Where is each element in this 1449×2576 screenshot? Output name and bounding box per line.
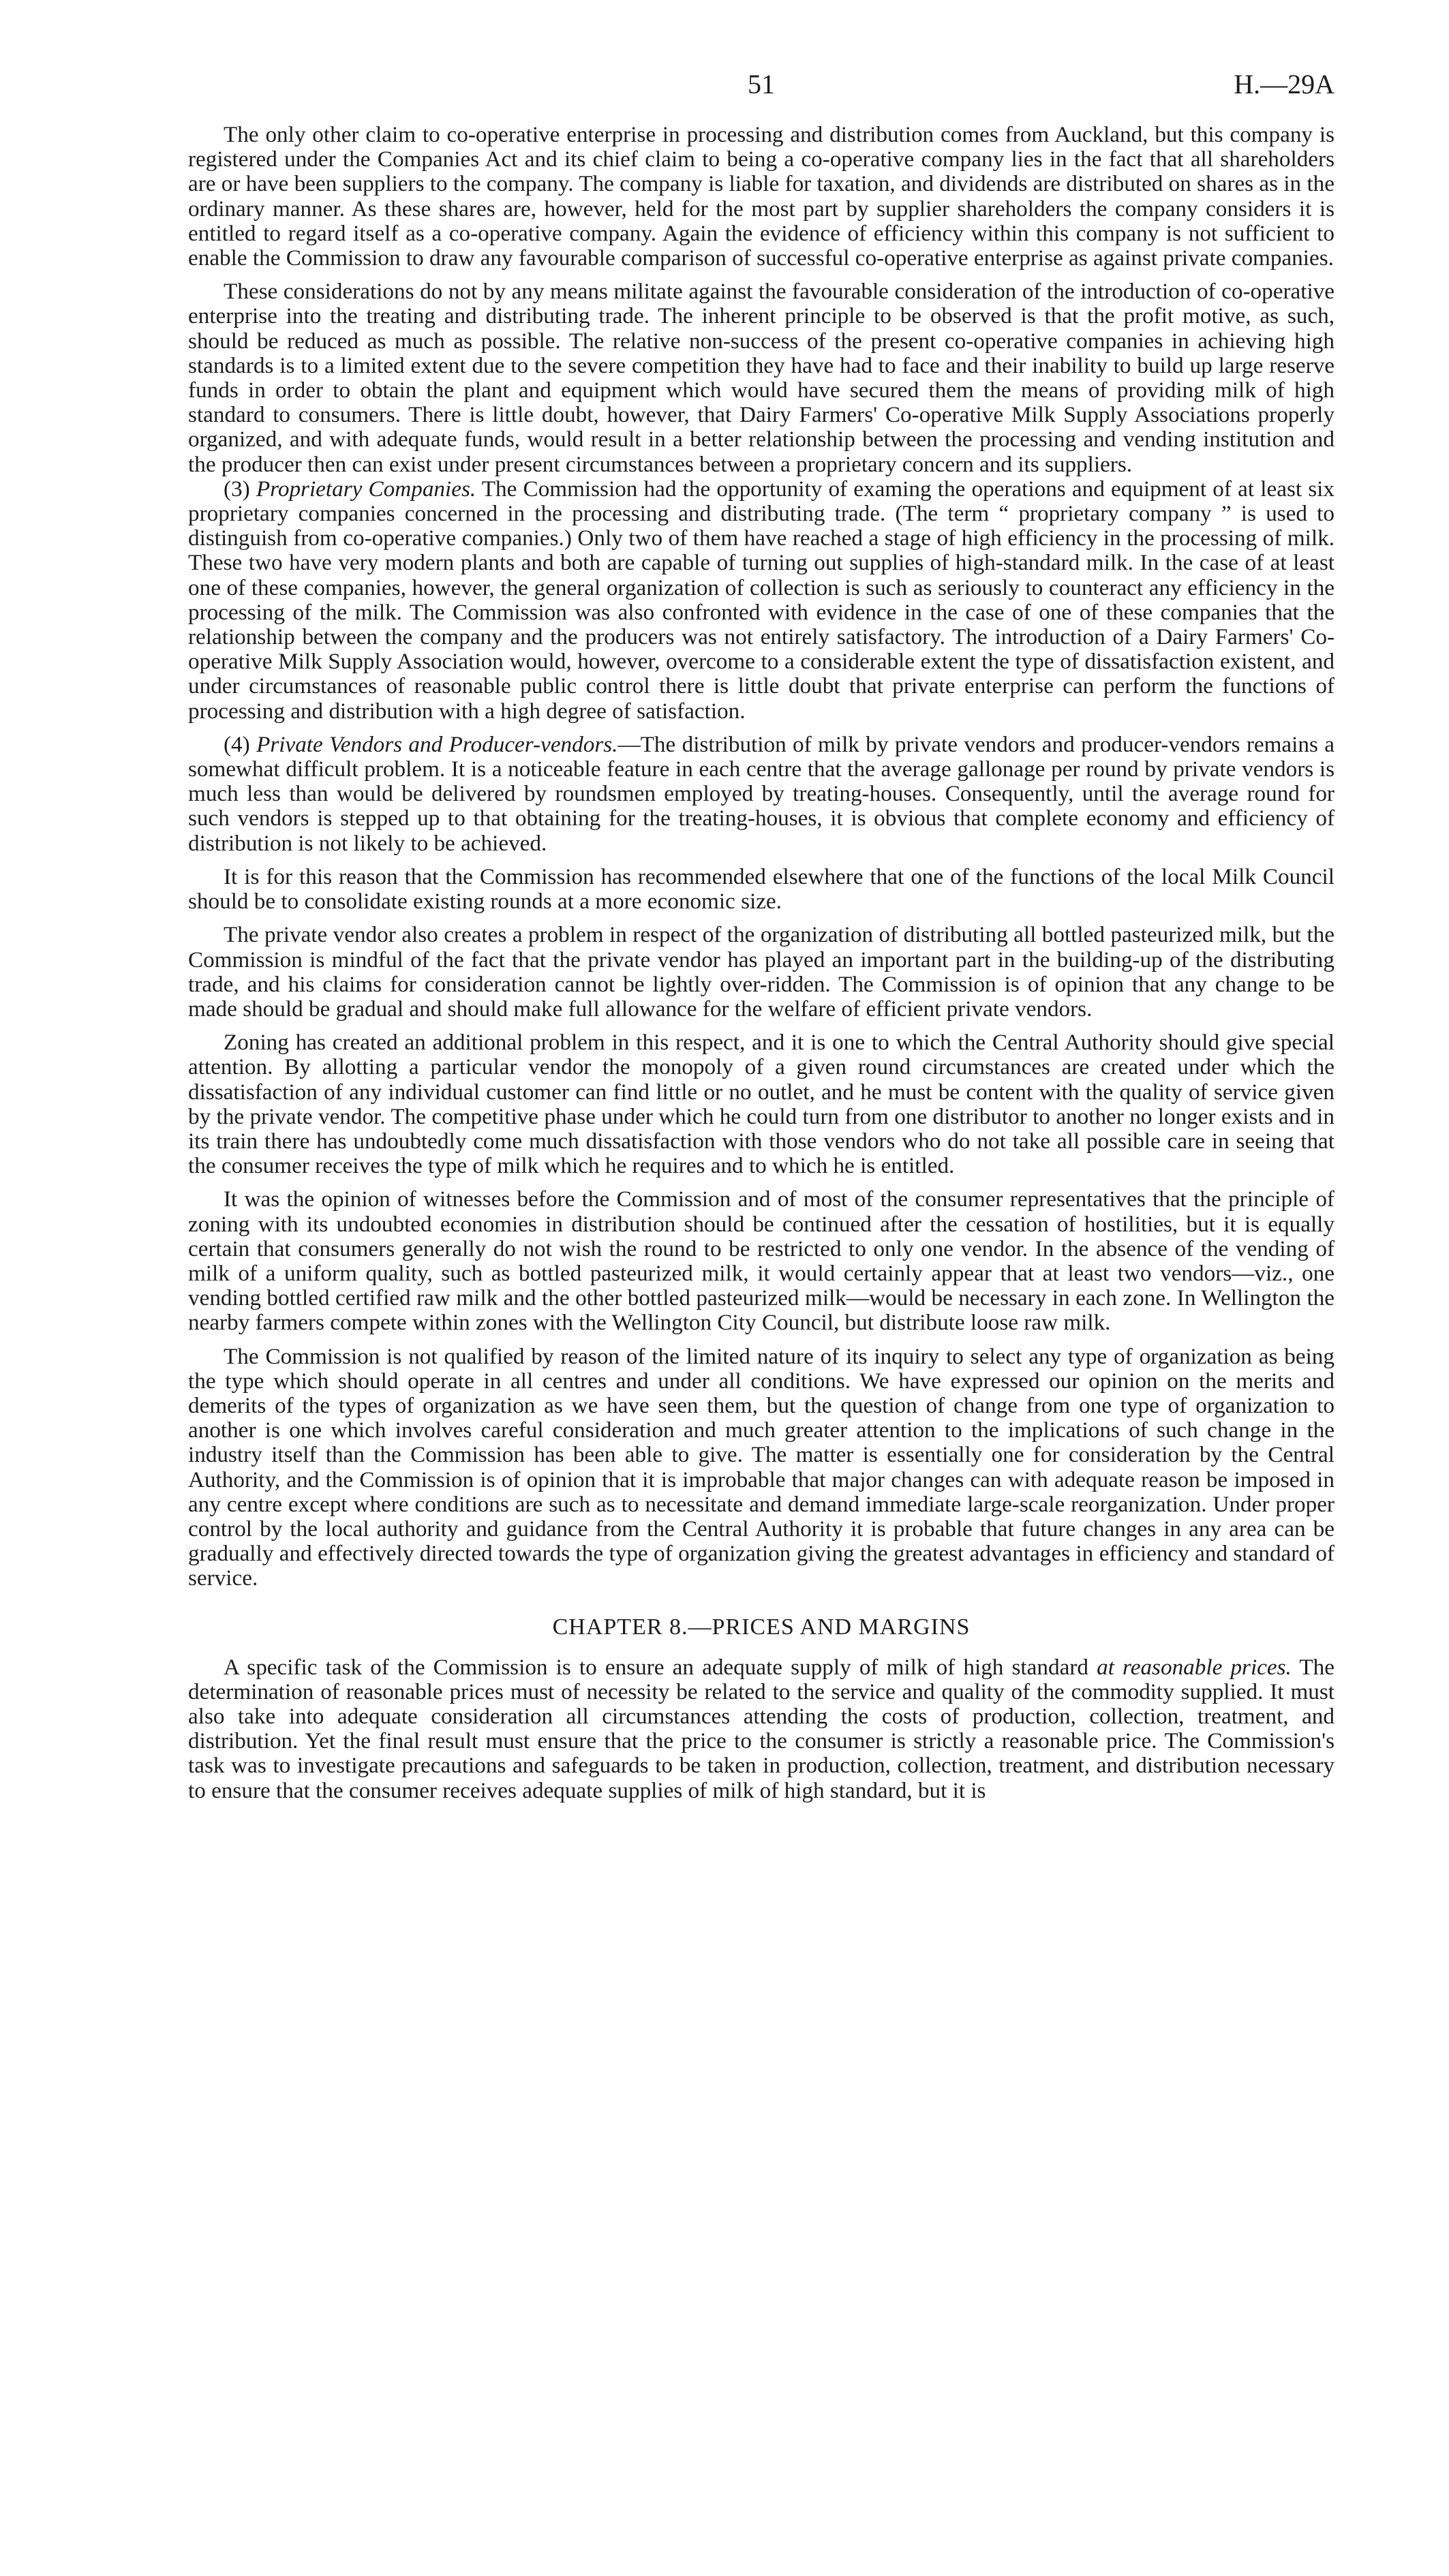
paragraph-text: Zoning has created an additional problem in this respect, and it is one to which the Central Authority should give special attention. By allotting a particular vendor the monopoly of a given round circumstances are created under which the dissatisfaction of any individual customer can find little or no outlet, and he must be content with the quality of service given by the private vendor. The competitive phase under which he could turn from one distributor to another no longer exists and in its train there has undoubtedly come much dissatisfaction with those vendors who do not take all possible care in seeing that the consumer receives the type of milk which he requires and to which he is entitled.	[188, 1030, 1334, 1179]
paragraph-zoning	[188, 1030, 1334, 1178]
paragraph-proprietary-companies	[188, 477, 1334, 724]
page-number: 51	[748, 69, 775, 99]
document-page	[188, 68, 1334, 1803]
emphasized-phrase: at reasonable prices.	[1097, 1654, 1292, 1680]
section-number: (4)	[224, 731, 257, 757]
paragraph-text: A specific task of the Commission is to ensure an adequate supply of milk of high standard	[224, 1654, 1097, 1680]
document-reference: H.—29A	[1234, 69, 1334, 99]
paragraph-commission-not-qualified	[188, 1345, 1334, 1591]
paragraph-considerations	[188, 279, 1334, 477]
paragraph-prices-task	[188, 1655, 1334, 1803]
section-heading: Proprietary Companies.	[256, 476, 476, 502]
paragraph-text: —The distribution of milk by private vendors and producer-vendors remains a somewhat difficult problem. It is a noticeable feature in each centre that the average gallonage per round by private vendors is much less than would be delivered by roundsmen employed by treating-houses. Consequently, until the average round for such vendors is stepped up to that obtaining for the treating-houses, it is obvious that complete economy and efficiency of distribution is not likely to be achieved.	[188, 731, 1334, 856]
paragraph-text: It was the opinion of witnesses before the Commission and of most of the consumer representatives that the principle of zoning with its undoubted economies in distribution should be continued after the cessation of hostilities, but it is equally certain that consumers generally do not wish the round to be restricted to only one vendor. In the absence of the vending of milk of a uniform quality, such as bottled pasteurized milk, it would certainly appear that at least two vendors—viz., one vending bottled certified raw milk and the other bottled pasteurized milk—would be necessary in each zone. In Wellington the nearby farmers compete within zones with the Wellington City Council, but distribute loose raw milk.	[188, 1186, 1334, 1336]
paragraph-auckland-cooperative	[188, 123, 1334, 271]
chapter-heading: CHAPTER 8.—PRICES AND MARGINS	[552, 1614, 971, 1640]
paragraph-text: The determination of reasonable prices must of necessity be related to the service and quality of the commodity supplied. It must also take into adequate consideration all circumstances attending the costs of production, collection, treatment, and distribution. Yet the final result must ensure that the price to the consumer is strictly a reasonable price. The Commission's task was to investigate precautions and safeguards to be taken in production, collection, treatment, and distribution necessary to ensure that the consumer receives adequate supplies of milk of high standard, but it is	[188, 1654, 1334, 1803]
page-header	[188, 68, 1334, 123]
paragraph-text: The Commission had the opportunity of examing the operations and equipment of at least six proprietary companies concerned in the processing and distributing trade. (The term “ proprietary company ” is used to distinguish from co-operative companies.) Only two of them have reached a stage of high efficiency in the processing of milk. These two have very modern plants and both are capable of turning out supplies of high-standard milk. In the case of at least one of these companies, however, the general organization of collection is such as seriously to counteract any efficiency in the processing of the milk. The Commission was also confronted with evidence in the case of one of these companies that the relationship between the company and the producers was not entirely satisfactory. The introduction of a Dairy Farmers' Co-operative Milk Supply Association would, however, overcome to a considerable extent the type of dissatisfaction existent, and under circumstances of reasonable public control there is little doubt that private enterprise can perform the functions of processing and distribution with a high degree of satisfaction.	[188, 476, 1334, 724]
paragraph-private-vendors	[188, 733, 1334, 856]
paragraph-text: The private vendor also creates a problem in respect of the organization of distributing all bottled pasteurized milk, but the Commission is mindful of the fact that the private vendor has played an important part in the building-up of the distributing trade, and his claims for consideration cannot be lightly over-ridden. The Commission is of opinion that any change to be made should be gradual and should make full allowance for the welfare of efficient private vendors.	[188, 922, 1334, 1022]
paragraph-text: These considerations do not by any means militate against the favourable consideration of the introduction of co-operative enterprise into the treating and distributing trade. The inherent principle to be observed is that the profit motive, as such, should be reduced as much as possible. The relative non-success of the present co-operative companies in achieving high standards is to a limited extent due to the severe competition they have had to face and their inability to build up large reserve funds in order to obtain the plant and equipment which would have secured them the means of providing milk of high standard to consumers. There is little doubt, however, that Dairy Farmers' Co-operative Milk Supply Associations properly organized, and with adequate funds, would result in a better relationship between the processing and vending institution and the producer then can exist under present circumstances between a proprietary concern and its suppliers.	[188, 279, 1334, 477]
paragraph-text: The only other claim to co-operative enterprise in processing and distribution comes from Auckland, but this company is registered under the Companies Act and its chief claim to being a co-operative company lies in the fact that all shareholders are or have been suppliers to the company. The company is liable for taxation, and dividends are distributed on shares as in the ordinary manner. As these shares are, however, held for the most part by supplier shareholders the company considers it is entitled to regard itself as a co-operative company. Again the evidence of efficiency within this company is not sufficient to enable the Commission to draw any favourable comparison of successful co-operative enterprise as against private companies.	[188, 122, 1334, 271]
section-number: (3)	[224, 476, 256, 502]
paragraph-text: The Commission is not qualified by reason of the limited nature of its inquiry to select any type of organization as being the type which should operate in all centres and under all conditions. We have expressed our opinion on the merits and demerits of the types of organization as we have seen them, but the question of change from one type of organization to another is one which involves careful consideration and much greater attention to the implications of such change in the industry itself than the Commission has been able to give. The matter is essentially one for consideration by the Central Authority, and the Commission is of opinion that it is improbable that major changes can with adequate reason be imposed in any centre except where conditions are such as to necessitate and demand immediate large-scale reorganization. Under proper control by the local authority and guidance from the Central Authority it is probable that future changes in any area can be gradually and effectively directed towards the type of organization giving the greatest advantages in efficiency and standard of service.	[188, 1343, 1334, 1591]
paragraph-bottled-pasteurized	[188, 923, 1334, 1022]
paragraph-text: It is for this reason that the Commission has recommended elsewhere that one of the functions of the local Milk Council should be to consolidate existing rounds at a more economic size.	[188, 863, 1334, 915]
paragraph-consolidate-rounds	[188, 865, 1334, 914]
paragraph-witness-opinion	[188, 1187, 1334, 1335]
section-heading: Private Vendors and Producer-vendors.	[256, 731, 618, 757]
